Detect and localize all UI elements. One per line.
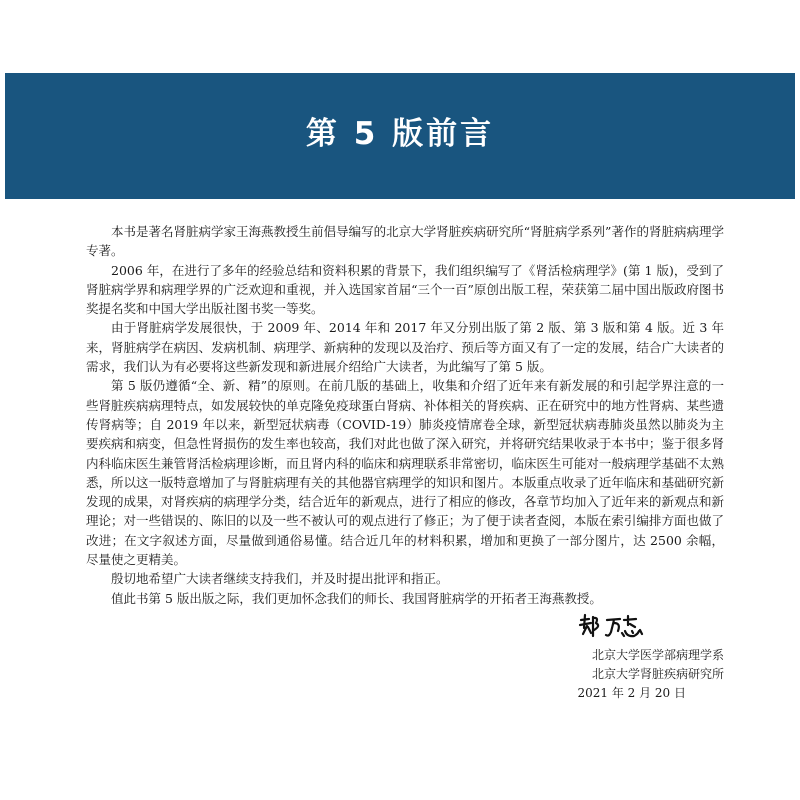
paragraph: 第 5 版仍遵循“全、新、精”的原则。在前几版的基础上，收集和介绍了近年来有新发展的和引起学界注意的一些肾脏疾病病理特点，如发展较快的单克隆免疫球蛋白肾病、补体相关的肾疾病、正在研究中的地方性肾病、某些遗传肾病等；自 2019 年以来，新型冠状病毒（COVID-19）肺炎疫情席卷全球，新型冠状病毒肺炎虽然以肺炎为主要疾病和病变，但急性肾损伤的发生率也较高，我们对此也做了深入研究，并将研究结果收录于本书中；鉴于很多肾内科临床医生兼管肾活检病理诊断，而且肾内科的临床和病理联系非常密切，临床医生可能对一般病理学基础不太熟悉，所以这一版特意增加了与肾脏病理有关的其他器官病理学的知识和图片。本版重点收录了近年临床和基础研究新发现的成果，对肾疾病的病理学分类，结合近年的新观点，进行了相应的修改，各章节均加入了近年来的新观点和新理论；对一些错误的、陈旧的以及一些不被认可的观点进行了修正；为了便于读者查阅，本版在索引编排方面也做了改进；在文字叙述方面，尽量做到通俗易懂。结合近几年的材料积累，增加和更换了一部分图片，达 2500 余幅，尽量使之更精美。 <box>86 378 724 568</box>
handwritten-signature <box>578 612 658 644</box>
paragraph: 2006 年，在进行了多年的经验总结和资料积累的背景下，我们组织编写了《肾活检病理学》(第 1 版)，受到了肾脏病学界和病理学界的广泛欢迎和重视，并入选国家首届“三个一百”原创出版工程，荣获第二届中国出版政府图书奖提名奖和中国大学出版社图书奖一等奖。 <box>86 262 724 317</box>
paragraph: 由于肾脏病学发展很快，于 2009 年、2014 年和 2017 年又分别出版了第 2 版、第 3 版和第 4 版。近 3 年来，肾脏病学在病因、发病机制、病理学、新病种的发现以及治疗、预后等方面又有了一定的发展，结合广大读者的需求，我们认为有必要将这些新发现和新进展介绍给广大读者，为此编写了第 5 版。 <box>86 320 724 375</box>
affiliation-department: 北京大学医学部病理学系 <box>591 648 724 662</box>
paragraph: 殷切地希望广大读者继续支持我们，并及时提出批评和指正。 <box>111 571 449 587</box>
paragraph: 本书是著名肾脏病学家王海燕教授生前倡导编写的北京大学肾脏疾病研究所“肾脏病学系列”著作的肾脏病病理学专著。 <box>86 224 724 259</box>
page-title: 第 5 版前言 <box>305 116 495 152</box>
affiliation-institute: 北京大学肾脏疾病研究所 <box>591 667 724 681</box>
date: 2021 年 2 月 20 日 <box>577 686 686 700</box>
paragraph: 值此书第 5 版出版之际，我们更加怀念我们的师长、我国肾脏病学的开拓者王海燕教授。 <box>111 590 602 606</box>
preface-body <box>86 222 724 608</box>
title-banner <box>5 73 795 199</box>
